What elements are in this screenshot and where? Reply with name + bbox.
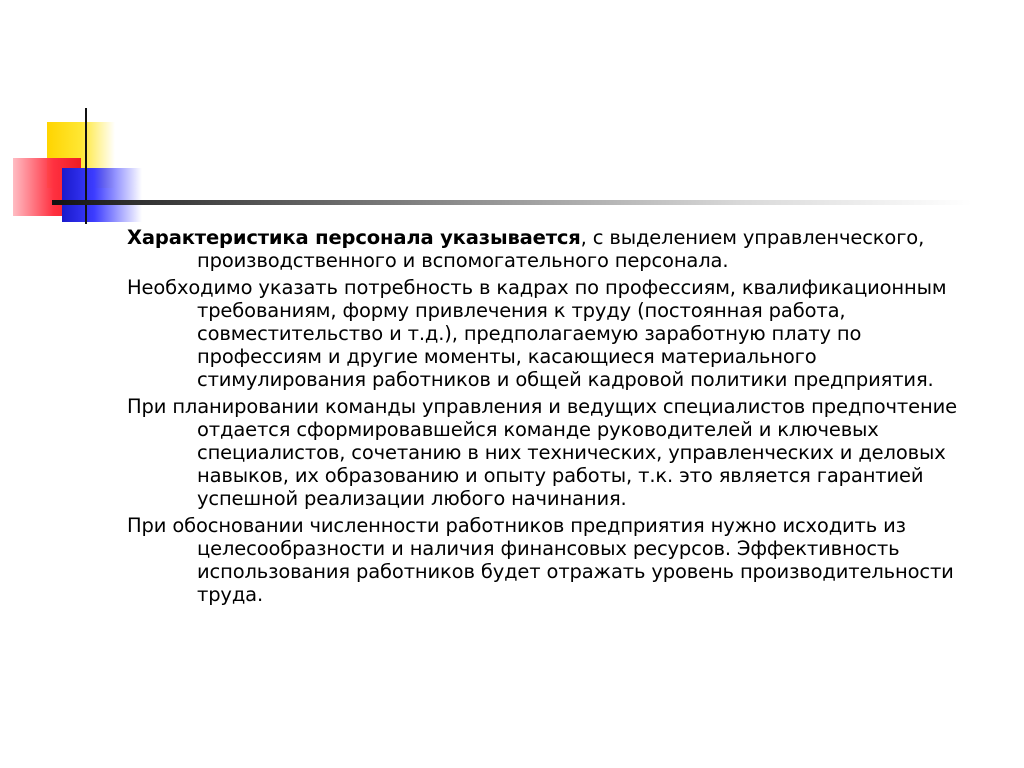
paragraph-text: При планировании команды управления и ведущих специалистов предпочтение отдается сформировавшейся команде руководителей и ключевых специалистов, сочетанию в них технических, управленческих и деловых навыков, их образованию и опыту работы, т.к. это является гарантией успешной реализации любого начинания. bbox=[127, 395, 957, 510]
paragraph-text: , с выделением управленческого, производственного и вспомогательного персонала. bbox=[197, 226, 925, 272]
slide-decoration bbox=[0, 0, 1024, 240]
paragraph-staffing-needs bbox=[127, 276, 987, 391]
horizontal-divider-line bbox=[52, 200, 972, 205]
slide-body bbox=[127, 226, 987, 610]
paragraph-bold-lead: Характеристика персонала указывается bbox=[127, 226, 581, 249]
paragraph-personnel-characteristics bbox=[127, 226, 987, 272]
vertical-divider-line bbox=[85, 108, 87, 224]
paragraph-text: Необходимо указать потребность в кадрах по профессиям, квалификационным требованиям, форму привлечения к труду (постоянная работа, совместительство и т.д.), предполагаемую заработную плату по профессиям и другие моменты, касающиеся материального стимулирования работников и общей кадровой политики предприятия. bbox=[127, 276, 947, 391]
paragraph-management-team bbox=[127, 395, 987, 510]
blue-square-decoration bbox=[62, 168, 142, 222]
paragraph-headcount-justification bbox=[127, 514, 987, 606]
paragraph-text: При обосновании численности работников предприятия нужно исходить из целесообразности и наличия финансовых ресурсов. Эффективность использования работников будет отражать уровень производительности труда. bbox=[127, 514, 954, 606]
